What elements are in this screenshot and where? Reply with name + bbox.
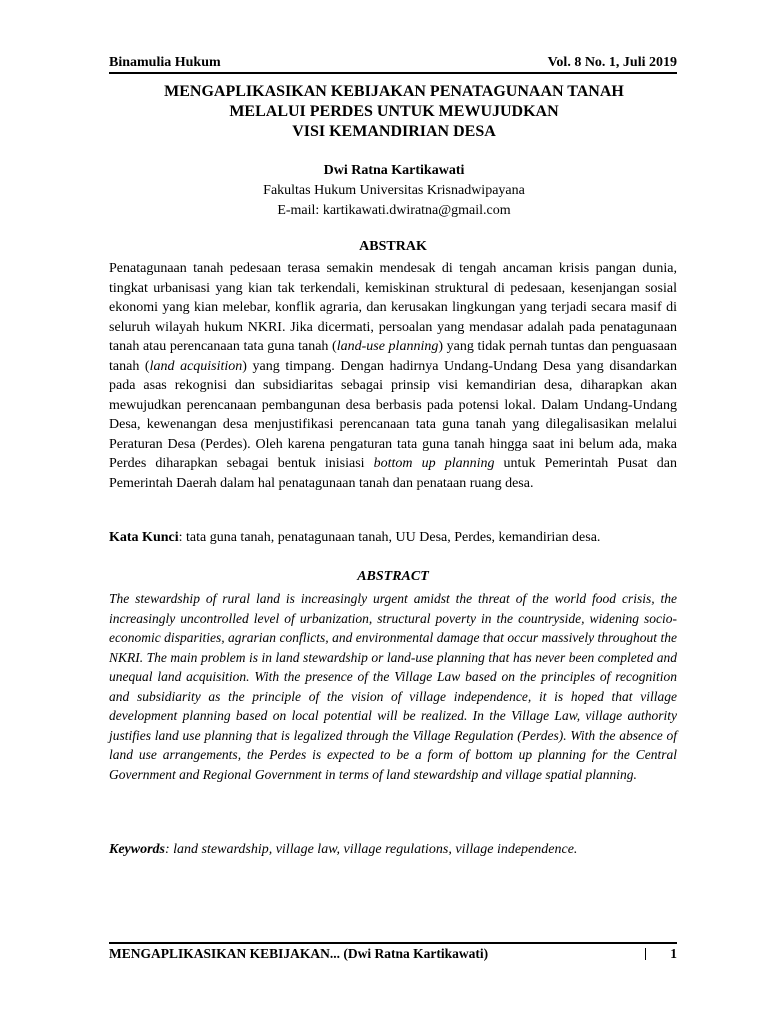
abstrak-italic-2: land acquisition (149, 358, 243, 374)
author-email: E-mail: kartikawati.dwiratna@gmail.com (277, 203, 511, 218)
footer-page (645, 946, 677, 962)
page-number: 1 (670, 946, 677, 961)
footer-running-title: MENGAPLIKASIKAN KEBIJAKAN... (Dwi Ratna Kartikawati) (109, 946, 489, 961)
abstrak-part-3: ) yang timpang. Dengan hadirnya Undang-Undang Desa yang disandarkan pada asas rekognisi dan subsidiaritas sebagai prinsip visi kemandirian desa, diharapkan akan mewujudkan perencanaan pembangunan desa berbasis pada potensi lokal. Dalam Undang-Undang Desa, kewenangan desa menjustifikasi perencanaan tata guna tanah yang dilegalisasikan melalui Peraturan Desa (Perdes). Oleh karena pengaturan tata guna tanah hingga saat ini belum ada, maka Perdes diharapkan sebagai bentuk inisiasi (109, 358, 677, 471)
abstrak-part-4: untuk Pemerintah Pusat dan Pemerintah Daerah dalam hal penatagunaan tanah dan penataan ruang desa. (109, 456, 677, 491)
abstrak-body (109, 259, 677, 493)
running-header (109, 55, 677, 74)
running-footer (109, 942, 677, 962)
kata-kunci-label: Kata Kunci (109, 530, 179, 545)
abstract-heading: ABSTRACT (357, 569, 429, 584)
footer-separator (645, 948, 646, 960)
title-line-3: VISI KEMANDIRIAN DESA (292, 123, 496, 140)
author-name: Dwi Ratna Kartikawati (323, 163, 465, 178)
keywords-text: : land stewardship, village law, village regulations, village independence. (165, 842, 578, 857)
journal-name: Binamulia Hukum (109, 55, 221, 70)
abstrak-italic-1: land-use planning (336, 339, 439, 354)
abstrak-part-2: ) yang tidak pernah tuntas dan penguasaan tanah ( (109, 339, 677, 374)
paper-title (90, 82, 698, 142)
abstrak-part-1: Penatagunaan tanah pedesaan terasa semakin mendesak di tengah ancaman krisis pangan dunia, tingkat urbanisasi yang kian tak terkendali, kemiskinan struktural di pedesaan, kesenjangan sosial ekonomi yang kian melebar, konflik agraria, dan kerusakan lingkungan yang terjadi secara masif di seluruh wilayah hukum NKRI. Jika dicermati, persoalan yang mendasar adalah pada penatagunaan tanah atau perencanaan tata guna tanah ( (109, 261, 677, 354)
keywords (109, 842, 677, 858)
title-line-2: MELALUI PERDES UNTUK MEWUJUDKAN (229, 103, 559, 120)
abstrak-heading: ABSTRAK (359, 239, 427, 254)
abstract-body: The stewardship of rural land is increasingly urgent amidst the threat of the world food crisis, the increasingly uncontrolled level of urbanization, structural poverty in the countryside, widening socio-economic disparities, agrarian conflicts, and environmental damage that occur massively throughout the NKRI. The main problem is in land stewardship or land-use planning that has never been completed and unequal land acquisition. With the presence of the Village Law based on the principles of recognition and subsidiarity as the principle of the vision of village independence, it is hoped that village development planning based on local potential will be realized. In the Village Law, village authority justifies land use planning that is legalized through the Village Regulation (Perdes). With the absence of land use arrangements, the Perdes is expected to be a form of bottom up planning for the Central Government and Regional Government in terms of land stewardship and village spatial planning. (109, 591, 677, 782)
kata-kunci (109, 530, 677, 546)
title-line-1: MENGAPLIKASIKAN KEBIJAKAN PENATAGUNAAN TANAH (164, 83, 624, 100)
kata-kunci-text: : tata guna tanah, penatagunaan tanah, UU Desa, Perdes, kemandirian desa. (178, 530, 601, 545)
abstrak-italic-3: bottom up planning (373, 456, 495, 471)
volume-info: Vol. 8 No. 1, Juli 2019 (547, 55, 677, 70)
keywords-label: Keywords (109, 842, 165, 857)
author-block (90, 161, 698, 221)
author-affiliation: Fakultas Hukum Universitas Krisnadwipayana (263, 183, 525, 198)
